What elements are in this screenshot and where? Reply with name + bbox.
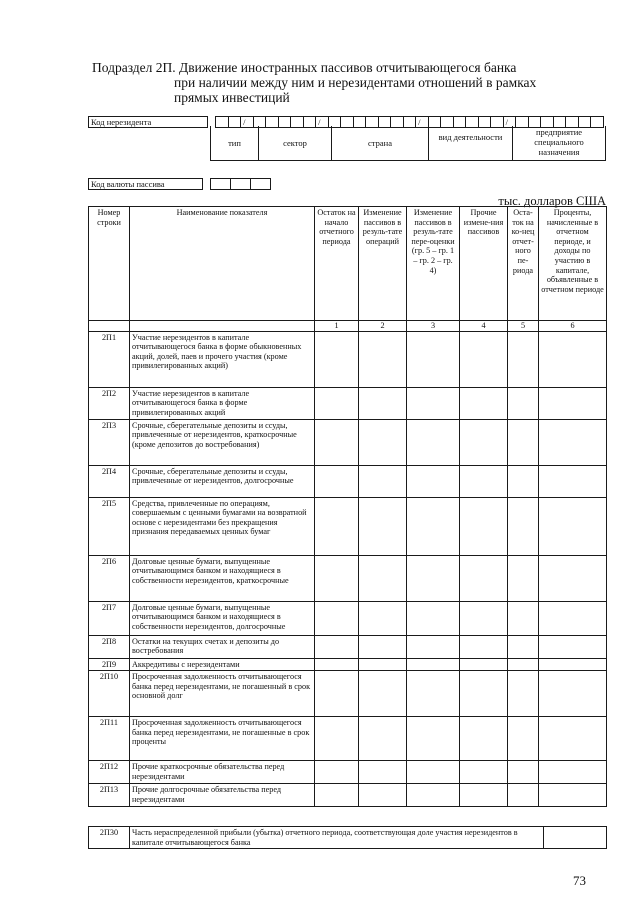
- nonresident-code-label: Код нерезидента: [89, 117, 208, 128]
- value-cell-col-1[interactable]: [315, 601, 359, 635]
- value-cell-col-6[interactable]: [539, 465, 607, 497]
- currency-code-cell[interactable]: [231, 179, 251, 190]
- section-title: [92, 60, 562, 105]
- value-cell-col-5[interactable]: [508, 465, 539, 497]
- table-row: [89, 717, 607, 761]
- value-cell-col-2[interactable]: [359, 419, 407, 465]
- value-cell-col-2[interactable]: [359, 717, 407, 761]
- title-line-1: Подраздел 2П. Движение иностранных пассивов отчитывающегося банка: [92, 60, 517, 75]
- value-cell-col-3[interactable]: [407, 555, 460, 601]
- currency-code-cell[interactable]: [251, 179, 271, 190]
- table-row: [89, 761, 607, 784]
- column-number: 4: [460, 321, 508, 332]
- caption-type: тип: [211, 126, 259, 160]
- row-code: 2П4: [89, 465, 130, 497]
- row-code: 2П6: [89, 555, 130, 601]
- liabilities-table: [88, 206, 607, 807]
- value-cell-col-4[interactable]: [460, 635, 508, 658]
- row-code: 2П2: [89, 387, 130, 419]
- value-cell-col-6[interactable]: [539, 784, 607, 807]
- value-cell-col-2[interactable]: [359, 671, 407, 717]
- value-cell-col-1[interactable]: [315, 497, 359, 555]
- table-row: [89, 419, 607, 465]
- code-separator: /: [416, 117, 429, 128]
- value-cell-col-5[interactable]: [508, 497, 539, 555]
- value-cell-col-2[interactable]: [359, 555, 407, 601]
- value-cell-col-6[interactable]: [539, 658, 607, 671]
- value-cell-col-4[interactable]: [460, 717, 508, 761]
- column-number: 5: [508, 321, 539, 332]
- value-cell-col-3[interactable]: [407, 419, 460, 465]
- value-cell-col-3[interactable]: [407, 761, 460, 784]
- value-cell-col-5[interactable]: [508, 555, 539, 601]
- row-name: Участие нерезидентов в капитале отчитывающегося банка в форме привилегированных акций: [130, 387, 315, 419]
- header-col-5: Оста-ток на ко-нец отчет-ного пе-риода: [508, 207, 539, 321]
- value-cell-col-6[interactable]: [539, 635, 607, 658]
- table-row: [89, 465, 607, 497]
- header-col-2: Изменение пассивов в резуль-тате операций: [359, 207, 407, 321]
- code-separator: /: [316, 117, 329, 128]
- value-cell-col-6[interactable]: [539, 601, 607, 635]
- row-name: Аккредитивы с нерезидентами: [130, 658, 315, 671]
- header-col-1: Остаток на начало отчетного периода: [315, 207, 359, 321]
- table-row: [89, 331, 607, 387]
- value-cell-col-1[interactable]: [315, 717, 359, 761]
- row-code: 2П13: [89, 784, 130, 807]
- value-cell-col-3[interactable]: [407, 671, 460, 717]
- value-cell-col-4[interactable]: [460, 601, 508, 635]
- value-cell-col-2[interactable]: [359, 497, 407, 555]
- value-cell-col-3[interactable]: [407, 601, 460, 635]
- value-cell-col-5[interactable]: [508, 635, 539, 658]
- currency-code-label: Код валюты пассива: [89, 179, 203, 190]
- header-col-3: Изменение пассивов в резуль-тате пере-оценки (гр. 5 – гр. 1 – гр. 2 – гр. 4): [407, 207, 460, 321]
- row-code: 2П7: [89, 601, 130, 635]
- column-number: 6: [539, 321, 607, 332]
- row-name: Просроченная задолженность отчитывающегося банка перед нерезидентами, не погашенные в срок проценты: [130, 717, 315, 761]
- value-cell-col-4[interactable]: [460, 555, 508, 601]
- value-cell-col-1[interactable]: [315, 331, 359, 387]
- value-cell-col-2[interactable]: [359, 331, 407, 387]
- row-name: Срочные, сберегательные депозиты и ссуды, привлеченные от нерезидентов, долгосрочные: [130, 465, 315, 497]
- row-name: Прочие долгосрочные обязательства перед нерезидентами: [130, 784, 315, 807]
- code-captions: [210, 126, 606, 161]
- value-cell-col-1[interactable]: [315, 635, 359, 658]
- value-cell-col-5[interactable]: [508, 331, 539, 387]
- column-number-row: [89, 321, 607, 332]
- value-cell-col-1[interactable]: [315, 419, 359, 465]
- value-cell-col-4[interactable]: [460, 465, 508, 497]
- value-cell-col-4[interactable]: [460, 671, 508, 717]
- value-cell-col-1[interactable]: [315, 465, 359, 497]
- row-name: Долговые ценные бумаги, выпущенные отчитывающимся банком и находящиеся в собственности нерезидентов, долгосрочные: [130, 601, 315, 635]
- row-name: Просроченная задолженность отчитывающегося банка перед нерезидентами, не погашенный в срок основной долг: [130, 671, 315, 717]
- value-cell-col-4[interactable]: [460, 331, 508, 387]
- table-row: [89, 784, 607, 807]
- value-cell-col-5[interactable]: [508, 761, 539, 784]
- row-name: Срочные, сберегательные депозиты и ссуды, привлеченные от нерезидентов, краткосрочные (кроме депозитов до востребования): [130, 419, 315, 465]
- value-cell-col-4[interactable]: [460, 419, 508, 465]
- row-code: 2П11: [89, 717, 130, 761]
- units-label: тыс. долларов США: [498, 194, 606, 208]
- header-row-number: Номер строки: [89, 207, 130, 321]
- row-code: 2П3: [89, 419, 130, 465]
- caption-sector: сектор: [259, 126, 332, 160]
- column-number: 3: [407, 321, 460, 332]
- value-cell-col-4[interactable]: [460, 784, 508, 807]
- value-cell-col-5[interactable]: [508, 601, 539, 635]
- value-cell-col-6[interactable]: [539, 387, 607, 419]
- code-separator: /: [503, 117, 516, 128]
- table-row: [89, 497, 607, 555]
- row-name: Долговые ценные бумаги, выпущенные отчитывающимся банком и находящиеся в собственности нерезидентов, краткосрочные: [130, 555, 315, 601]
- value-cell-col-4[interactable]: [460, 761, 508, 784]
- value-cell-col-6[interactable]: [539, 497, 607, 555]
- title-line-3: прямых инвестиций: [174, 90, 290, 105]
- column-number: 1: [315, 321, 359, 332]
- value-cell-col-2[interactable]: [359, 761, 407, 784]
- value-cell-col-2[interactable]: [359, 465, 407, 497]
- row-code: 2П12: [89, 761, 130, 784]
- table-row: [89, 658, 607, 671]
- column-number: 2: [359, 321, 407, 332]
- value-cell-col-3[interactable]: [407, 658, 460, 671]
- value-cell-col-5[interactable]: [508, 658, 539, 671]
- value-cell[interactable]: [544, 827, 607, 849]
- table-row: [89, 671, 607, 717]
- caption-activity: вид деятельности: [429, 126, 513, 160]
- currency-code-cell[interactable]: [211, 179, 231, 190]
- value-cell-col-6[interactable]: [539, 671, 607, 717]
- value-cell-col-2[interactable]: [359, 601, 407, 635]
- value-cell-col-5[interactable]: [508, 784, 539, 807]
- value-cell-col-5[interactable]: [508, 717, 539, 761]
- row-code: 2П8: [89, 635, 130, 658]
- value-cell-col-4[interactable]: [460, 387, 508, 419]
- value-cell-col-4[interactable]: [460, 497, 508, 555]
- value-cell-col-4[interactable]: [460, 658, 508, 671]
- value-cell-col-3[interactable]: [407, 387, 460, 419]
- value-cell-col-1[interactable]: [315, 555, 359, 601]
- table-row: [89, 555, 607, 601]
- value-cell-col-6[interactable]: [539, 717, 607, 761]
- value-cell-col-2[interactable]: [359, 658, 407, 671]
- caption-country: страна: [332, 126, 429, 160]
- row-name: Остатки на текущих счетах и депозиты до востребования: [130, 635, 315, 658]
- row-name: Прочие краткосрочные обязательства перед нерезидентами: [130, 761, 315, 784]
- table-row: [89, 635, 607, 658]
- title-line-2: при наличии между ним и нерезидентами отношений в рамках: [174, 75, 537, 90]
- header-indicator-name: Наименование показателя: [130, 207, 315, 321]
- table-row: [89, 601, 607, 635]
- value-cell-col-3[interactable]: [407, 635, 460, 658]
- row-code: 2П30: [89, 827, 130, 849]
- row-code: 2П9: [89, 658, 130, 671]
- header-col-6: Проценты, начисленные в отчетном периоде, и доходы по участию в капитале, объявленные в отчетном периоде: [539, 207, 607, 321]
- value-cell-col-3[interactable]: [407, 465, 460, 497]
- page-number: 73: [573, 873, 586, 888]
- value-cell-col-5[interactable]: [508, 387, 539, 419]
- value-cell-col-1[interactable]: [315, 761, 359, 784]
- value-cell-col-5[interactable]: [508, 419, 539, 465]
- value-cell-col-6[interactable]: [539, 555, 607, 601]
- table-body: [89, 331, 607, 807]
- header-row: [89, 207, 607, 321]
- value-cell-col-6[interactable]: [539, 331, 607, 387]
- value-cell-col-2[interactable]: [359, 635, 407, 658]
- code-separator: /: [241, 117, 254, 128]
- value-cell-col-1[interactable]: [315, 658, 359, 671]
- row-name: Средства, привлеченные по операциям, совершаемым с ценными бумагами на возвратной основе с нерезидентами без прекращения признания передаваемых ценных бумаг: [130, 497, 315, 555]
- table-row: [89, 387, 607, 419]
- retained-earnings-table: [88, 826, 607, 849]
- caption-special-enterprise: предприятие специального назначения: [534, 127, 584, 157]
- currency-code-strip: [88, 178, 271, 190]
- value-cell-col-1[interactable]: [315, 784, 359, 807]
- value-cell-col-3[interactable]: [407, 497, 460, 555]
- value-cell-col-3[interactable]: [407, 784, 460, 807]
- value-cell-col-2[interactable]: [359, 784, 407, 807]
- header-col-4: Прочие измене-ния пассивов: [460, 207, 508, 321]
- value-cell-col-1[interactable]: [315, 671, 359, 717]
- value-cell-col-1[interactable]: [315, 387, 359, 419]
- value-cell-col-6[interactable]: [539, 761, 607, 784]
- row-code: 2П10: [89, 671, 130, 717]
- row-name: Часть нераспределенной прибыли (убытка) отчетного периода, соответствующая доле участия нерезидентов в капитале отчитывающегося банка: [130, 827, 544, 849]
- row-code: 2П1: [89, 331, 130, 387]
- value-cell-col-3[interactable]: [407, 331, 460, 387]
- value-cell-col-5[interactable]: [508, 671, 539, 717]
- row-code: 2П5: [89, 497, 130, 555]
- row-name: Участие нерезидентов в капитале отчитывающегося банка в форме обыкновенных акций, долей, паев и прочего участия (кроме привилегированных акций): [130, 331, 315, 387]
- value-cell-col-6[interactable]: [539, 419, 607, 465]
- value-cell-col-2[interactable]: [359, 387, 407, 419]
- value-cell-col-3[interactable]: [407, 717, 460, 761]
- table-row: [89, 827, 607, 849]
